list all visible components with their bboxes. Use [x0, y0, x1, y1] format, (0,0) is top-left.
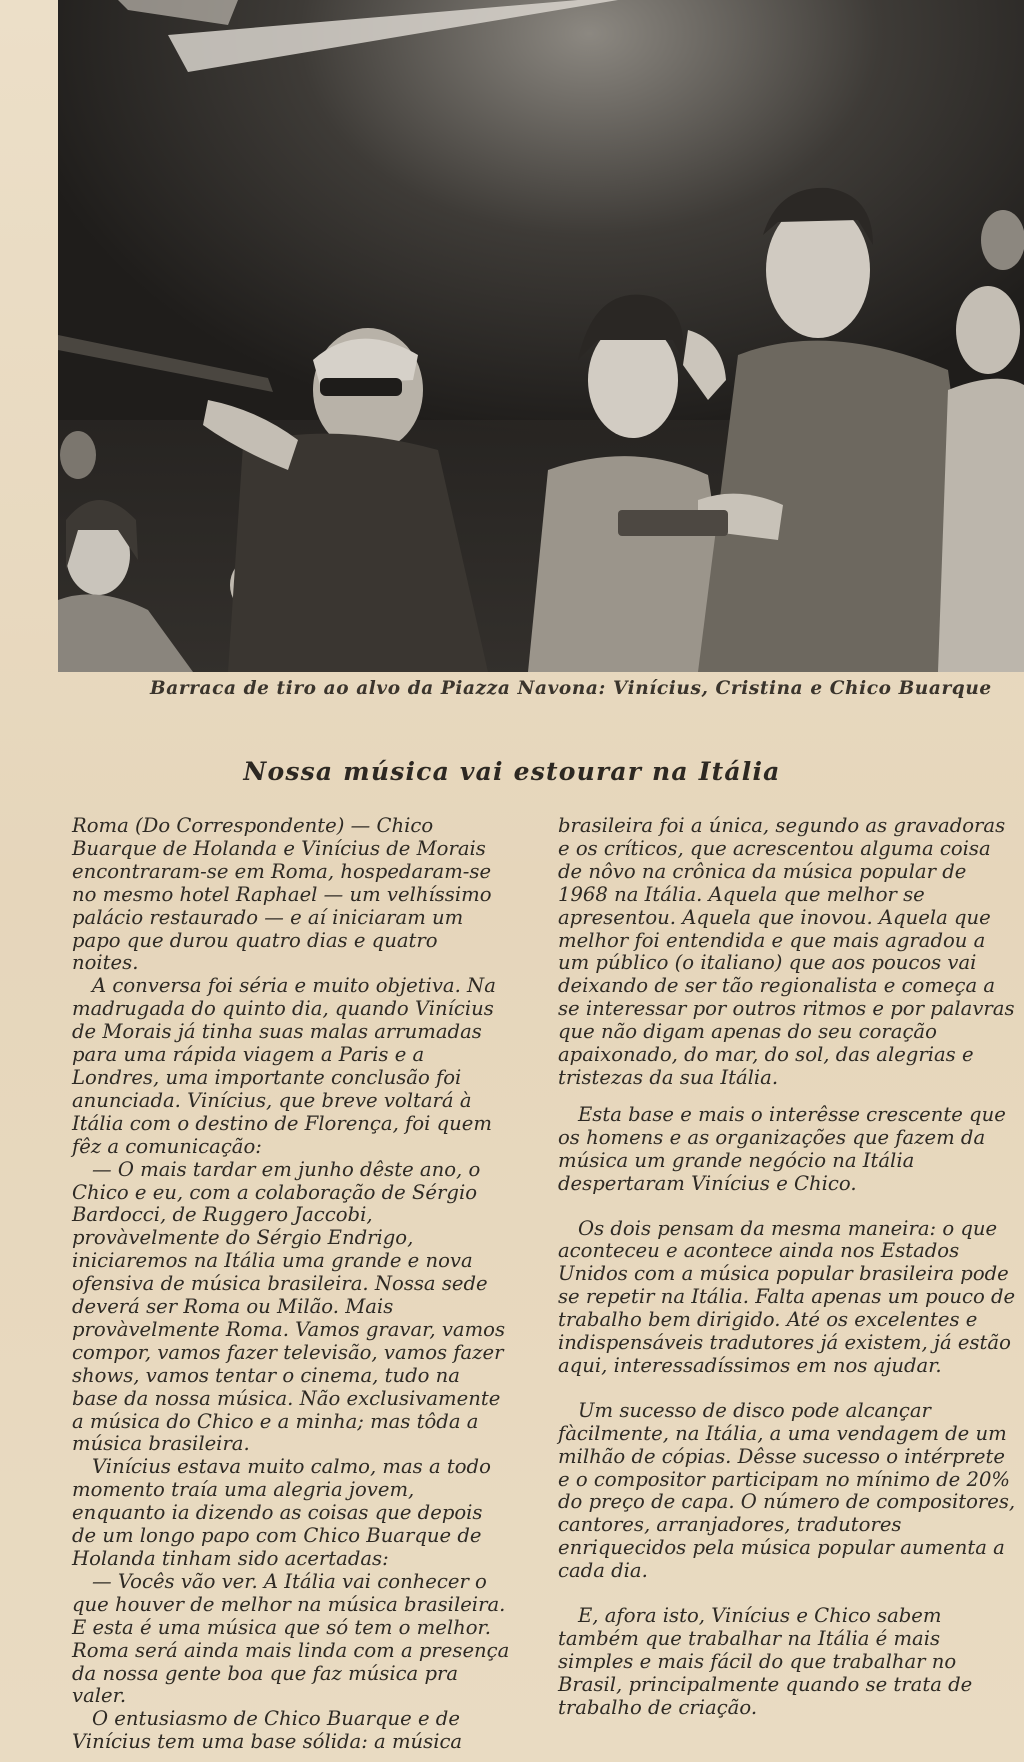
article-headline: Nossa música vai estourar na Itália — [243, 757, 781, 786]
paragraph: Os dois pensam da mesma maneira: o que aconteceu e acontece ainda nos Estados Unidos com a música popular brasileira pode se repetir na Itália. Falta apenas um pouco de trabalho bem dirigido. Até os excelentes e indispensáveis tradutores já existem, já estão aqui, interessadíssimos em nos ajudar. — [558, 1216, 1016, 1377]
paragraph: Roma (Do Correspondente) — Chico Buarque de Holanda e Vinícius de Morais encontraram-se em Roma, hospedaram-se no mesmo hotel Raphael — um velhíssimo palácio restaurado — e aí iniciaram um papo que durou quatro dias e quatro noites. — [72, 814, 492, 975]
paragraph: brasileira foi a única, segundo as gravadoras e os críticos, que acrescentou alguma coisa de nôvo na crônica da música popular de 1968 na Itália. Aquela que melhor se apresentou. Aquela que inovou. Aquela que melhor foi entendida e que mais agradou a um público (o italiano) que aos poucos vai deixando de ser tão regionalista e começa a se interessar por outros ritmos e por palavras que não digam apenas do seu coração apaixonado, do mar, do sol, das alegrias e tristezas da sua Itália. — [558, 814, 1015, 1089]
news-photo — [58, 0, 1024, 672]
article-column-right — [558, 815, 1020, 1720]
photo-caption: Barraca de tiro ao alvo da Piazza Navona: Vinícius, Cristina e Chico Buarque — [150, 678, 992, 699]
paragraph: Um sucesso de disco pode alcançar fàcilmente, na Itália, a uma vendagem de um milhão de cópias. Dêsse sucesso o intérprete e o compositor participam no mínimo de 20% do preço de capa. O número de compositores, cantores, arranjadores, tradutores enriquecidos pela música popular aumenta a cada dia. — [558, 1398, 1016, 1583]
article-column-left — [72, 815, 510, 1754]
photo-illustration — [58, 0, 1024, 672]
paragraph: — O mais tardar em junho dêste ano, o Chico e eu, com a colaboração de Sérgio Bardocci, de Ruggero Jaccobi, provàvelmente do Sérgio Endrigo, iniciaremos na Itália uma grande e nova ofensiva de música brasileira. Nossa sede deverá ser Roma ou Milão. Mais provàvelmente Roma. Vamos gravar, vamos compor, vamos fazer televisão, vamos fazer shows, vamos tentar o cinema, tudo na base da nossa música. Não exclusivamente a música do Chico e a minha; mas tôda a música brasileira. — [72, 1157, 506, 1456]
paragraph: O entusiasmo de Chico Buarque e de Vinícius tem uma base sólida: a música — [72, 1707, 463, 1754]
paragraph: — Vocês vão ver. A Itália vai conhecer o que houver de melhor na música brasileira. E esta é uma música que só tem o melhor. Roma será ainda mais linda com a presença da nossa gente boa que faz música pra valer. — [72, 1569, 510, 1708]
paragraph: Vinícius estava muito calmo, mas a todo momento traía uma alegria jovem, enquanto ia dizendo as coisas que depois de um longo papo com Chico Buarque de Holanda tinham sido acertadas: — [72, 1455, 491, 1570]
paragraph: E, afora isto, Vinícius e Chico sabem também que trabalhar na Itália é mais simples e mais fácil do que trabalhar no Brasil, principalmente quando se trata de trabalho de criação. — [558, 1604, 973, 1719]
paragraph: A conversa foi séria e muito objetiva. Na madrugada do quinto dia, quando Vinícius de Morais já tinha suas malas arrumadas para uma rápida viagem a Paris e a Londres, uma importante conclusão foi anunciada. Vinícius, que breve voltará à Itália com o destino de Florença, foi quem fêz a comunicação: — [72, 974, 496, 1158]
paragraph: Esta base e mais o interêsse crescente que os homens e as organizações que fazem da música um grande negócio na Itália despertaram Vinícius e Chico. — [558, 1102, 1006, 1195]
